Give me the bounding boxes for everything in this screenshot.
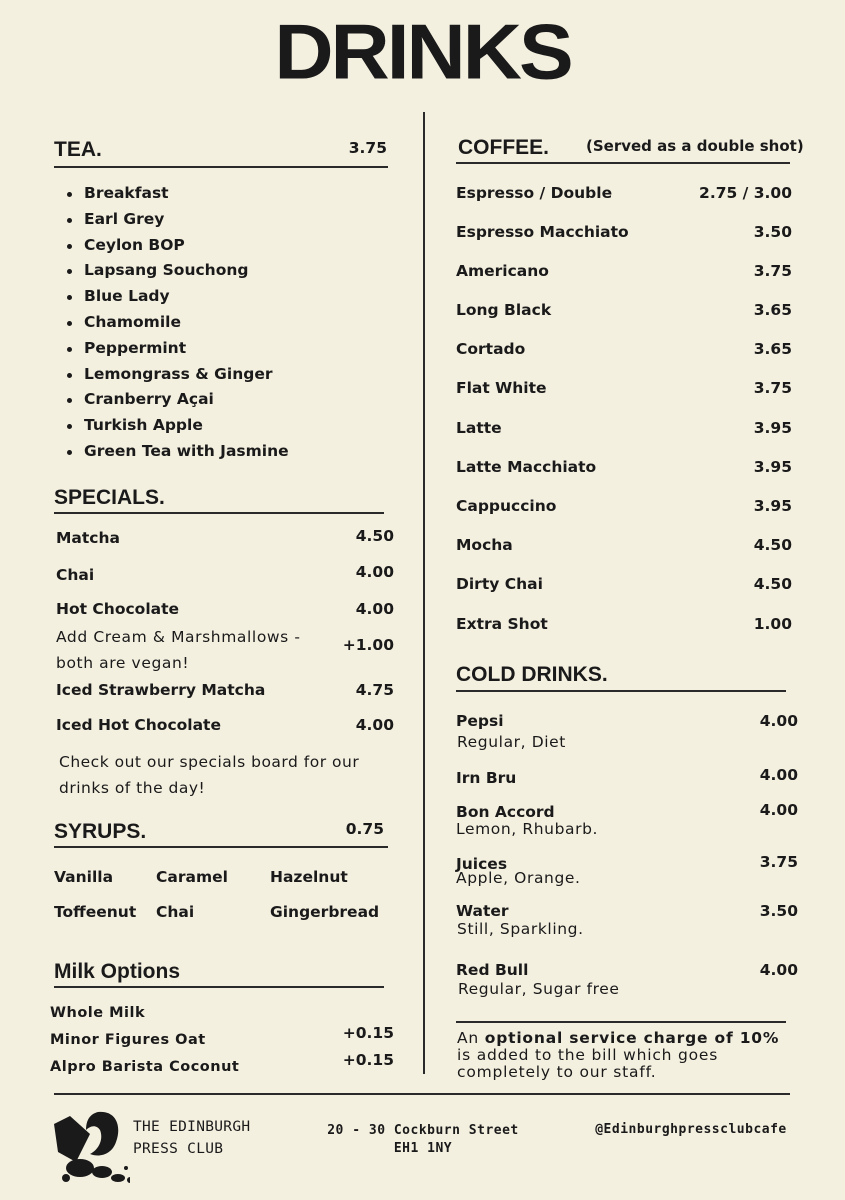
milk-item-name: Minor Figures Oat xyxy=(50,1032,206,1048)
tea-item: Lemongrass & Ginger xyxy=(64,362,289,388)
coffee-item-price: 3.50 xyxy=(753,223,792,241)
coffee-item-price: 2.75 / 3.00 xyxy=(699,184,792,202)
tea-item: Chamomile xyxy=(64,310,289,336)
cold-rule xyxy=(456,690,786,692)
syrup-item: Chai xyxy=(156,903,195,921)
specials-rule xyxy=(54,512,384,514)
syrup-item: Toffeenut xyxy=(54,903,137,921)
coffee-item-price: 1.00 xyxy=(753,615,792,633)
syrup-item: Gingerbread xyxy=(270,903,380,921)
tea-item: Peppermint xyxy=(64,336,289,362)
tea-item: Cranberry Açai xyxy=(64,387,289,413)
coffee-item-price: 3.95 xyxy=(753,497,792,515)
coffee-item-name: Espresso Macchiato xyxy=(456,223,629,241)
milk-heading: Milk Options xyxy=(54,960,180,983)
coffee-item-price: 3.65 xyxy=(753,301,792,319)
specials-note xyxy=(59,749,359,801)
service-prefix: An xyxy=(457,1029,485,1047)
coffee-item-name: Cortado xyxy=(456,340,526,358)
milk-rule xyxy=(54,986,384,988)
coffee-rule xyxy=(456,162,790,164)
specials-item-price: 4.50 xyxy=(355,527,394,545)
tea-item: Turkish Apple xyxy=(64,413,289,439)
social-handle[interactable]: @Edinburghpressclubcafe xyxy=(595,1122,787,1137)
tea-item: Breakfast xyxy=(64,181,289,207)
coffee-item-name: Cappuccino xyxy=(456,497,557,515)
coffee-item-price: 3.75 xyxy=(753,379,792,397)
syrup-item: Caramel xyxy=(156,868,228,886)
specials-item-price: 4.00 xyxy=(355,600,394,618)
coffee-item-name: Flat White xyxy=(456,379,547,397)
specials-addon-text xyxy=(56,624,301,676)
addon-line: both are vegan! xyxy=(56,654,190,672)
specials-item-name: Iced Strawberry Matcha xyxy=(56,681,266,699)
cold-item-options: Apple, Orange. xyxy=(456,869,581,887)
syrup-item: Vanilla xyxy=(54,868,114,886)
address-line: EH1 1NY xyxy=(393,1141,453,1156)
service-line: is added to the bill which goes xyxy=(457,1046,719,1064)
cold-item-name: Water xyxy=(456,902,509,920)
syrups-heading: SYRUPS. xyxy=(54,820,147,843)
specials-item-price: 4.00 xyxy=(355,716,394,734)
syrups-price: 0.75 xyxy=(345,820,384,838)
cold-item-price: 3.75 xyxy=(759,853,798,871)
tea-price: 3.75 xyxy=(348,139,387,157)
cold-heading: COLD DRINKS. xyxy=(456,663,608,686)
service-line: completely to our staff. xyxy=(457,1063,657,1081)
syrups-rule xyxy=(54,846,388,848)
milk-item-price: +0.15 xyxy=(342,1024,394,1042)
milk-item-name: Whole Milk xyxy=(50,1005,146,1021)
footer-rule xyxy=(54,1093,790,1095)
specials-item-name: Matcha xyxy=(56,529,120,547)
coffee-item-price: 3.95 xyxy=(753,419,792,437)
coffee-item-name: Extra Shot xyxy=(456,615,548,633)
cold-item-name: Pepsi xyxy=(456,712,504,730)
tea-item: Ceylon BOP xyxy=(64,233,289,259)
tea-item: Blue Lady xyxy=(64,284,289,310)
cold-item-price: 3.50 xyxy=(759,902,798,920)
cold-item-options: Regular, Diet xyxy=(457,733,566,751)
tea-item: Earl Grey xyxy=(64,207,289,233)
coffee-item-name: Dirty Chai xyxy=(456,575,543,593)
cold-item-price: 4.00 xyxy=(759,766,798,784)
tea-heading: TEA. xyxy=(54,138,102,161)
brand-line: PRESS CLUB xyxy=(133,1141,224,1157)
specials-item-price: 4.00 xyxy=(355,563,394,581)
coffee-item-price: 4.50 xyxy=(753,536,792,554)
coffee-item-price: 3.95 xyxy=(753,458,792,476)
column-divider xyxy=(423,112,425,1074)
brand-line: THE EDINBURGH xyxy=(133,1119,251,1135)
address xyxy=(300,1122,546,1158)
coffee-item-price: 4.50 xyxy=(753,575,792,593)
cold-item-options: Still, Sparkling. xyxy=(457,920,584,938)
cold-item-name: Bon Accord xyxy=(456,803,555,821)
specials-addon-price: +1.00 xyxy=(342,636,394,654)
addon-line: Add Cream & Marshmallows - xyxy=(56,628,301,646)
note-line: drinks of the day! xyxy=(59,779,206,797)
specials-item-name: Iced Hot Chocolate xyxy=(56,716,221,734)
tea-item: Green Tea with Jasmine xyxy=(64,439,289,465)
coffee-item-name: Americano xyxy=(456,262,549,280)
service-charge-note xyxy=(457,1030,779,1081)
coffee-item-name: Latte xyxy=(456,419,502,437)
tea-rule xyxy=(54,166,388,168)
service-rule xyxy=(456,1021,786,1023)
logo-splash-icon xyxy=(46,1106,130,1186)
cold-item-options: Lemon, Rhubarb. xyxy=(456,820,599,838)
coffee-heading: COFFEE. xyxy=(458,136,550,159)
milk-item-name: Alpro Barista Coconut xyxy=(50,1059,240,1075)
tea-item: Lapsang Souchong xyxy=(64,258,289,284)
specials-item-name: Hot Chocolate xyxy=(56,600,180,618)
cold-item-price: 4.00 xyxy=(759,712,798,730)
coffee-item-name: Latte Macchiato xyxy=(456,458,597,476)
specials-item-name: Chai xyxy=(56,566,95,584)
coffee-subheading: (Served as a double shot) xyxy=(586,137,804,155)
coffee-item-name: Long Black xyxy=(456,301,552,319)
tea-list xyxy=(64,181,289,465)
page-title: DRINKS xyxy=(274,9,571,96)
cold-item-name: Irn Bru xyxy=(456,769,517,787)
cold-item-name: Juices xyxy=(456,855,508,873)
specials-heading: SPECIALS. xyxy=(54,486,165,509)
cold-item-options: Regular, Sugar free xyxy=(458,980,620,998)
address-line: 20 - 30 Cockburn Street xyxy=(327,1123,519,1138)
service-bold: optional service charge of 10% xyxy=(484,1029,780,1047)
coffee-item-price: 3.65 xyxy=(753,340,792,358)
syrup-item: Hazelnut xyxy=(270,868,348,886)
coffee-item-price: 3.75 xyxy=(753,262,792,280)
cold-item-price: 4.00 xyxy=(759,961,798,979)
cold-item-price: 4.00 xyxy=(759,801,798,819)
milk-item-price: +0.15 xyxy=(342,1051,394,1069)
specials-item-price: 4.75 xyxy=(355,681,394,699)
coffee-item-name: Mocha xyxy=(456,536,513,554)
coffee-item-name: Espresso / Double xyxy=(456,184,613,202)
cold-item-name: Red Bull xyxy=(456,961,529,979)
note-line: Check out our specials board for our xyxy=(59,753,360,771)
brand-name xyxy=(133,1116,250,1160)
